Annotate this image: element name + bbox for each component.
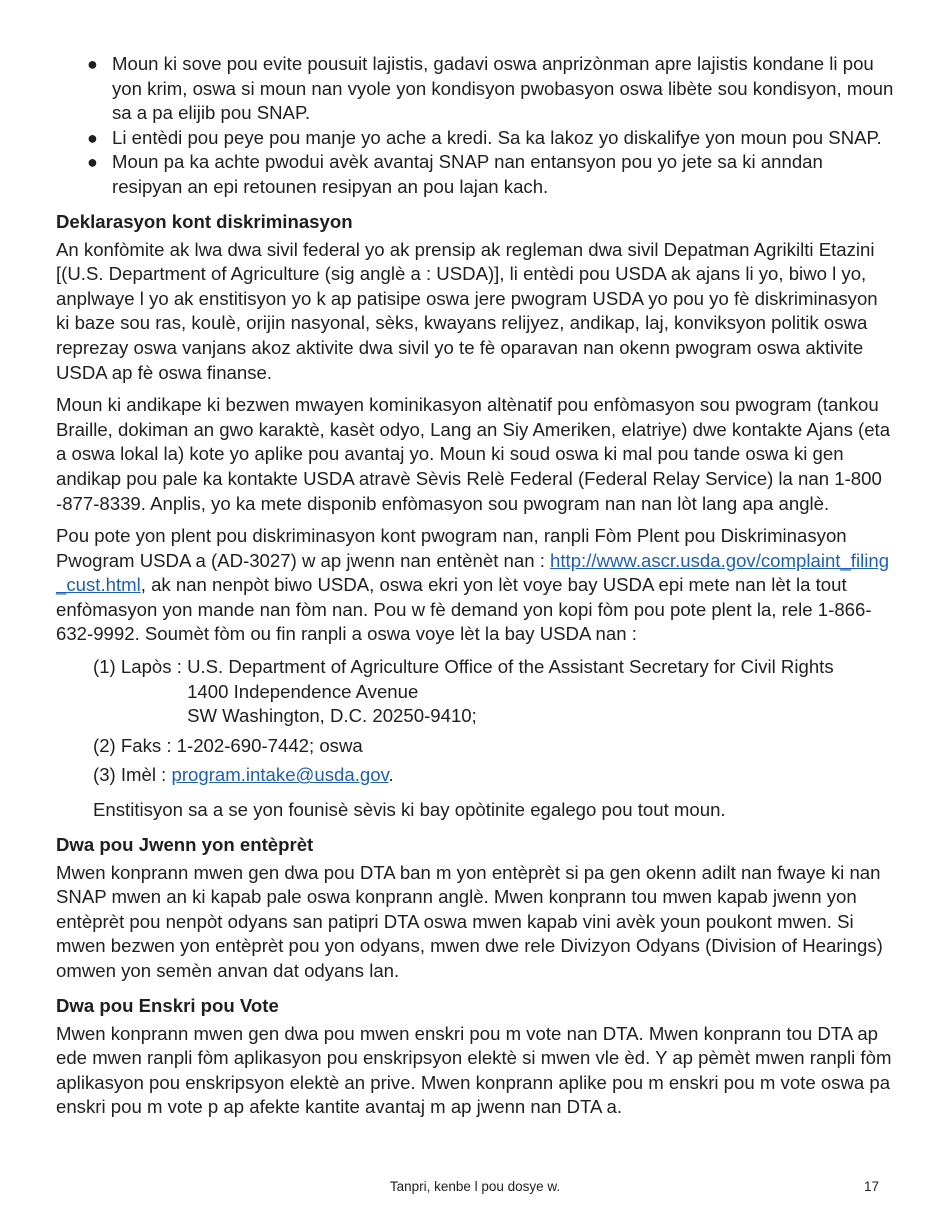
- vote-heading: Dwa pou Enskri pou Vote: [56, 994, 279, 1016]
- discrimination-paragraph-3: Pou pote yon plent pou diskriminasyon kont pwogram nan, ranpli Fòm Plent pou Diskriminasyon Pwogram USDA a (AD-3027) w ap jwenn nan entènèt nan : http://www.ascr.usda.gov/complaint_filing_cust.html, ak nan nenpòt biwo USDA, oswa ekri yon lèt voye bay USDA epi mete nan lèt la tout enfòmasyon yon mande nan fòm nan. Pou w fè demand yon kopi fòm pou pote plent la, rele 1-866-632-9992. Soumèt fòm ou fin ranpli a oswa voye lèt la bay USDA nan :: [56, 525, 890, 645]
- email-line: (3) Imèl : program.intake@usda.gov.: [93, 764, 394, 786]
- eligibility-bullet-list: [56, 52, 896, 200]
- interpreter-heading: Dwa pou Jwenn yon entèprèt: [56, 833, 314, 855]
- interpreter-paragraph: Mwen konprann mwen gen dwa pou DTA ban m yon entèprèt si pa gen okenn adilt nan fwaye ki nan SNAP mwen an ki kapab pale oswa konprann anglè. Mwen konprann tou mwen kapab jwenn yon entèprèt pou nenpòt odyans san patipri DTA oswa mwen kapab vini avèk youn poukont mwen. Si mwen bezwen yon entèprèt pou yon odyans, mwen dwe rele Divizyon Odyans (Division of Hearings) omwen yon semèn anvan dat odyans lan.: [56, 861, 883, 981]
- bullet-icon: ●: [87, 152, 98, 173]
- bullet-icon: ●: [87, 54, 98, 74]
- complaint-form-link[interactable]: http://www.ascr.usda.gov/complaint_filing_cust.html: [56, 549, 890, 596]
- footer-note: Tanpri, kenbe l pou dosye w.: [389, 1179, 561, 1194]
- bullet-item: ● Li entèdi pou peye pou manje yo ache a kredi. Sa ka lakoz yo diskalifye yon moun pou SNAP.: [56, 126, 896, 151]
- contact-methods: [56, 655, 896, 823]
- bullet-icon: ●: [87, 127, 98, 148]
- fax-line: (2) Faks : 1-202-690-7442; oswa: [93, 734, 363, 756]
- discrimination-paragraph-2: Moun ki andikape ki bezwen mwayen kominikasyon altènatif pou enfòmasyon sou pwogram (tankou Braille, dokiman an gwo karaktè, kasèt odyo, Lang an Siy Ameriken, elatriye) dwe kontakte Ajans (eta a oswa lokal la) kote yo aplike pou avantaj yo. Moun ki soud oswa ki mal pou tande oswa ki gen andikap pou pale ka kontakte USDA atravè Sèvis Relè Federal (Federal Relay Service) la nan 1-800 -877-8339. Anplis, yo ka mete disponib enfòmasyon sou pwogram nan nan lòt lang apa anglè.: [56, 394, 891, 514]
- discrimination-paragraph-1: An konfòmite ak lwa dwa sivil federal yo ak prensip ak regleman dwa sivil Depatman Agrikilti Etazini [(U.S. Department of Agriculture (sig anglè a : USDA)], li entèdi pou USDA ak ajans li yo, biwo l yo, anplwaye l yo ak enstitisyon yo k ap patisipe oswa jere pwogram USDA yo pou yo fè diskriminasyon ki baze sou ras, koulè, orijin nasyonal, sèks, kwayans relijyez, andikap, laj, konviksyon politik oswa reprezay oswa vanjans akoz aktivite dwa sivil yo te fè oparavan nan okenn pwogram oswa aktivite USDA ap fè oswa finanse.: [56, 238, 878, 383]
- mail-address: (1) Lapòs : U.S. Department of Agriculture Office of the Assistant Secretary for Civil Rights 1400 Independence Avenue SW Washington, D.C. 20250-9410;: [93, 656, 834, 727]
- equal-opportunity-statement: Enstitisyon sa a se yon founisè sèvis ki bay opòtinite egalego pou tout moun.: [93, 799, 726, 821]
- discrimination-heading: Deklarasyon kont diskriminasyon: [56, 210, 353, 232]
- bullet-item: ● Moun ki sove pou evite pousuit lajistis, gadavi oswa anprizònman apre lajistis kondane li pou yon krim, oswa si moun nan vyole yon kondisyon pwobasyon oswa libète sou kondisyon, moun sa a pa elijib pou SNAP.: [87, 53, 894, 124]
- bullet-item: ● Moun pa ka achte pwodui avèk avantaj SNAP nan entansyon pou yo jete sa ki anndan resipyan an epi retounen resipyan an pou lajan kach.: [87, 151, 823, 197]
- email-link[interactable]: program.intake@usda.gov: [171, 764, 389, 786]
- page-number: 17: [864, 1179, 880, 1194]
- document-page: [56, 52, 896, 1120]
- vote-paragraph: Mwen konprann mwen gen dwa pou mwen enskri pou m vote nan DTA. Mwen konprann tou DTA ap ede mwen ranpli fòm aplikasyon pou enskripsyon elektè si mwen vle èd. Y ap pèmèt mwen ranpli fòm aplikasyon pou enskripsyon elektè an prive. Mwen konprann aplike pou m enskri pou m vote oswa pa enskri pou m vote p ap afekte kantite avantaj m ap jwenn nan DTA a.: [56, 1022, 892, 1118]
